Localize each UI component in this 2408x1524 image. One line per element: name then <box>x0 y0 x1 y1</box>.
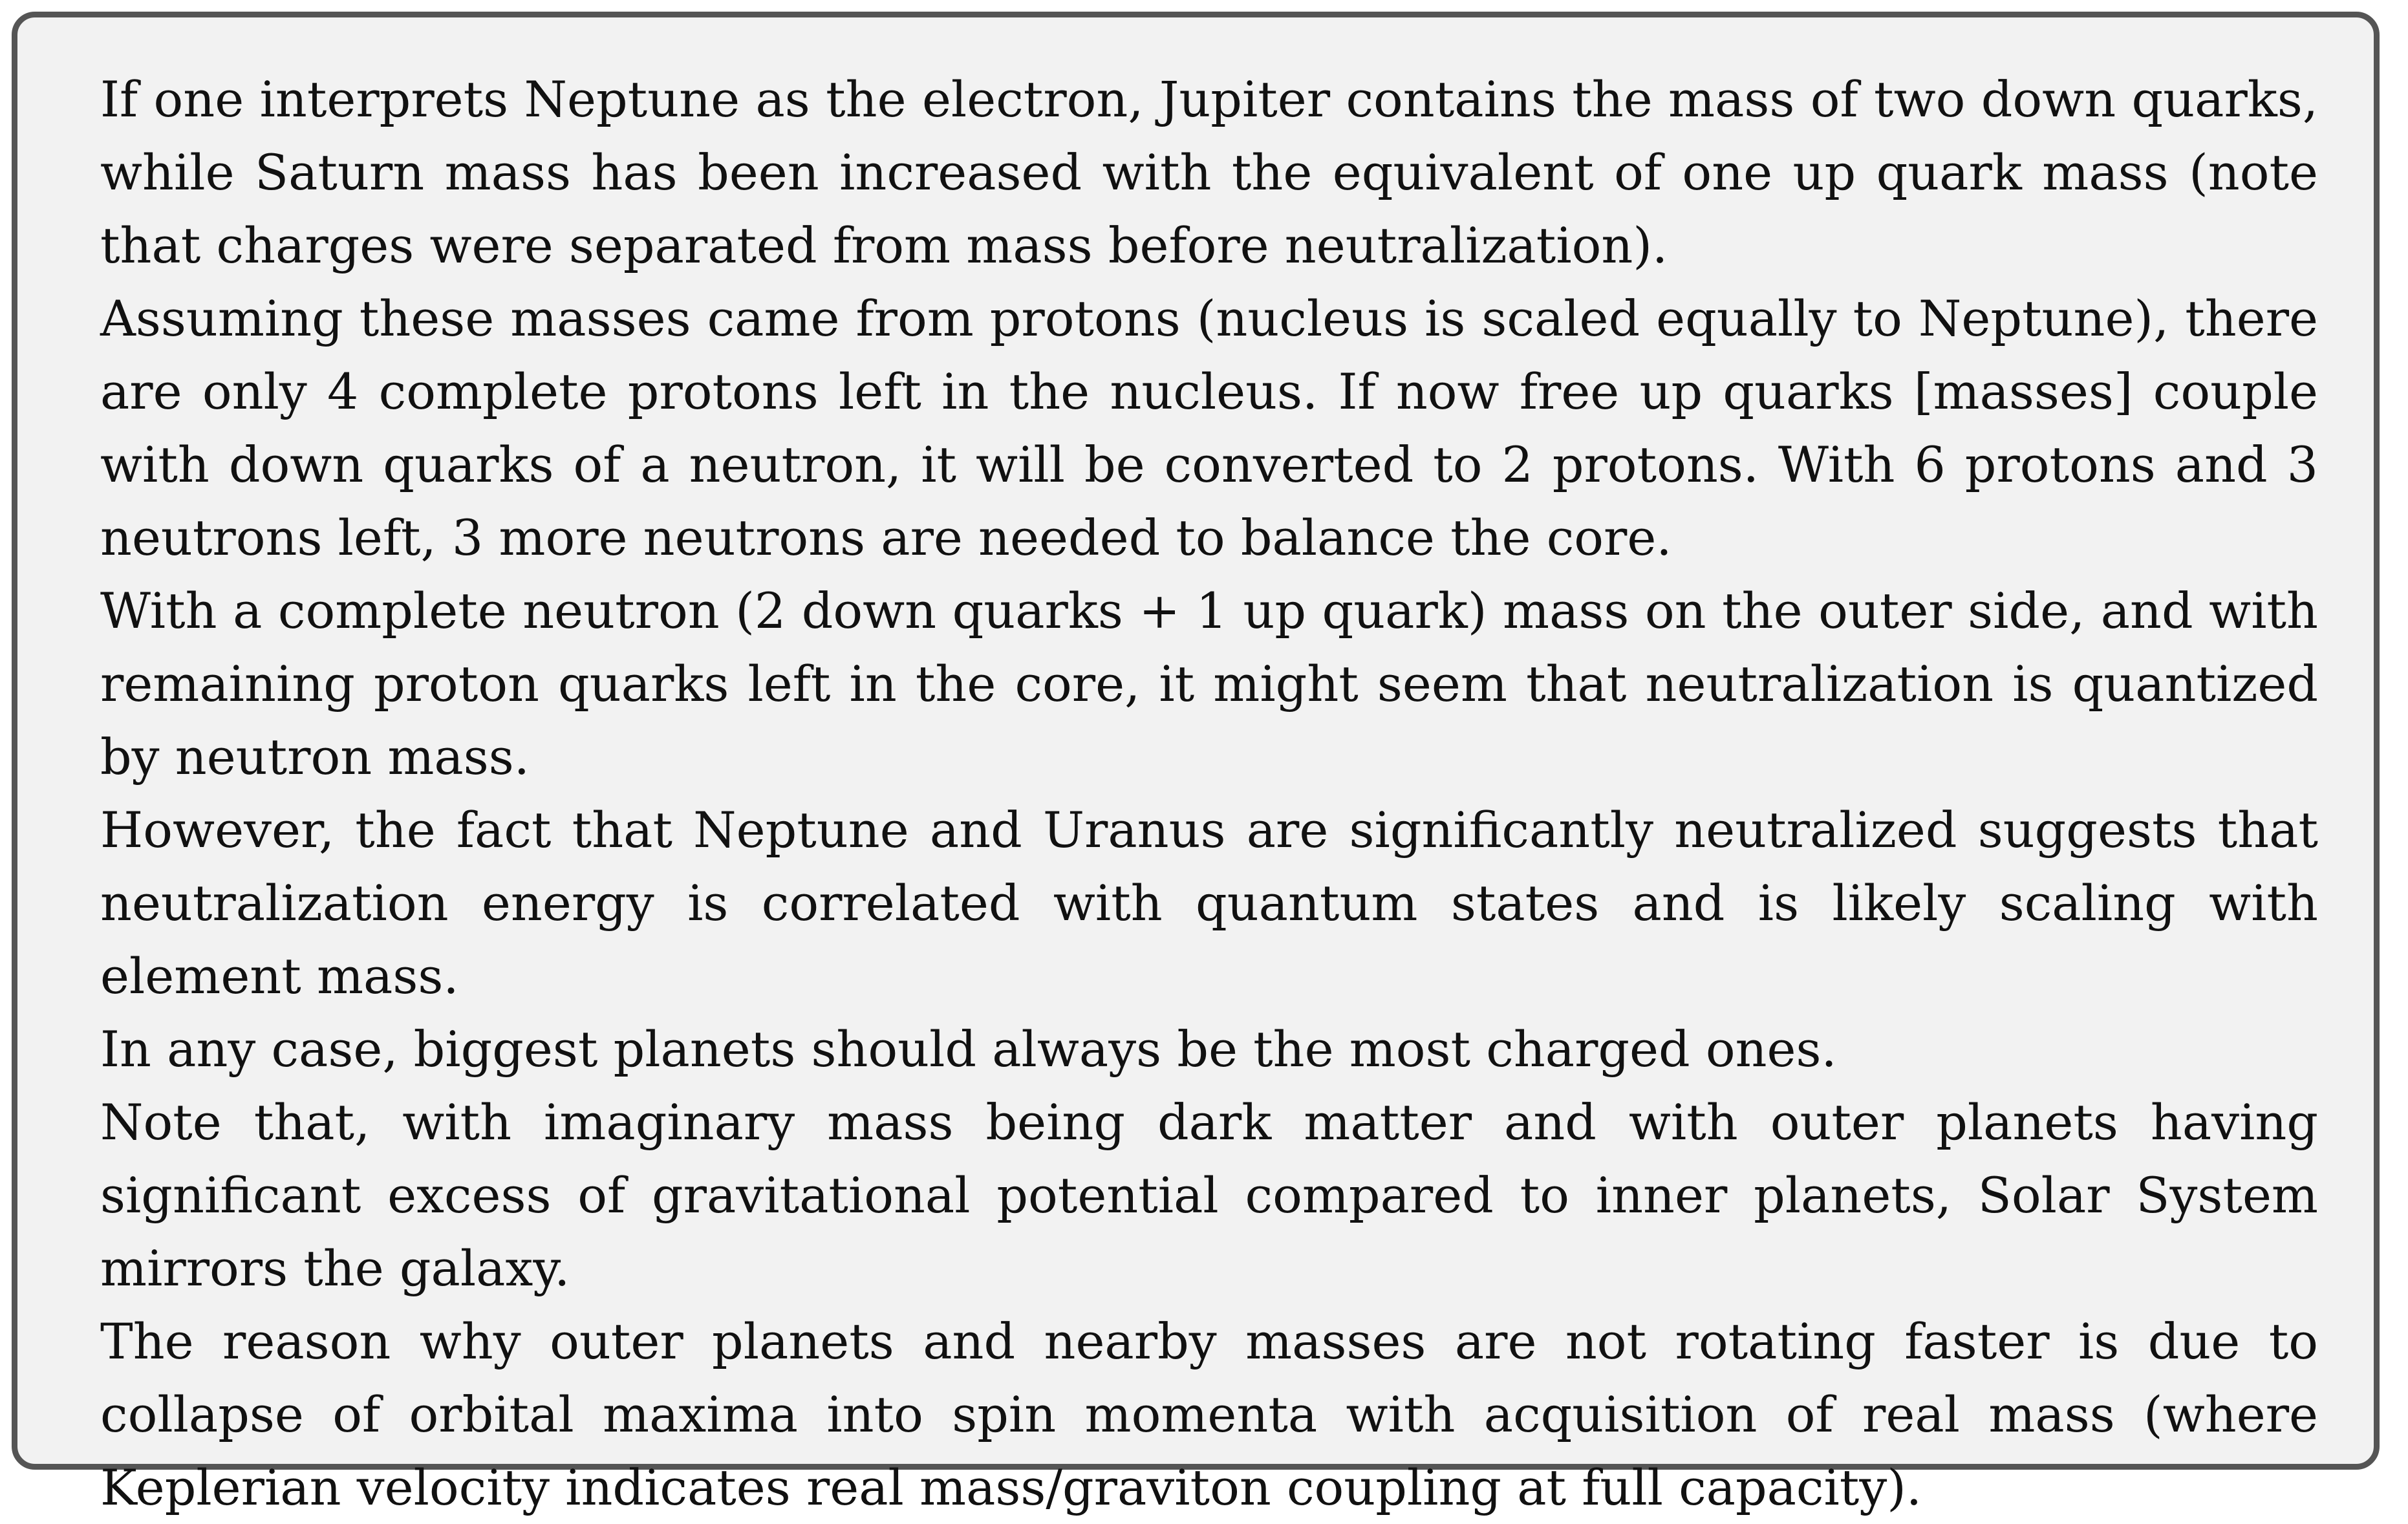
paragraph-protons-assumption: Assuming these masses came from protons (nucleus is scaled equally to Neptune), there are only 4 complete protons left in the nucleus. If now free up quarks [masses] couple with down quarks of a neutron, it will be converted to 2 protons. With 6 protons and 3 neutrons left, 3 more neutrons are needed to balance the core. <box>100 290 2318 566</box>
text-box <box>12 12 2380 1516</box>
text-body <box>100 63 2318 1524</box>
paragraph-rotation-reason: The reason why outer planets and nearby masses are not rotating faster is due to collapse of orbital maxima into spin momenta with acquisition of real mass (where Keplerian velocity indicates real mass/graviton coupling at full capacity). <box>100 1313 2318 1516</box>
paragraph-electron-interpretation: If one interprets Neptune as the electron, Jupiter contains the mass of two down quarks, while Saturn mass has been increased with the equivalent of one up quark mass (note that charges were separated from mass before neutralization). <box>100 70 2318 274</box>
paragraph-neptune-uranus: However, the fact that Neptune and Uranus are significantly neutralized suggests that neutralization energy is correlated with quantum states and is likely scaling with element mass. <box>100 801 2318 1005</box>
paragraph-dark-matter: Note that, with imaginary mass being dark matter and with outer planets having significant excess of gravitational potential compared to inner planets, Solar System mirrors the galaxy. <box>100 1093 2318 1297</box>
paragraph-biggest-planets: In any case, biggest planets should always be the most charged ones. <box>100 1020 1837 1078</box>
paragraph-neutron-mass: With a complete neutron (2 down quarks + 1 up quark) mass on the outer side, and with remaining proton quarks left in the core, it might seem that neutralization is quantized by neutron mass. <box>100 582 2318 786</box>
